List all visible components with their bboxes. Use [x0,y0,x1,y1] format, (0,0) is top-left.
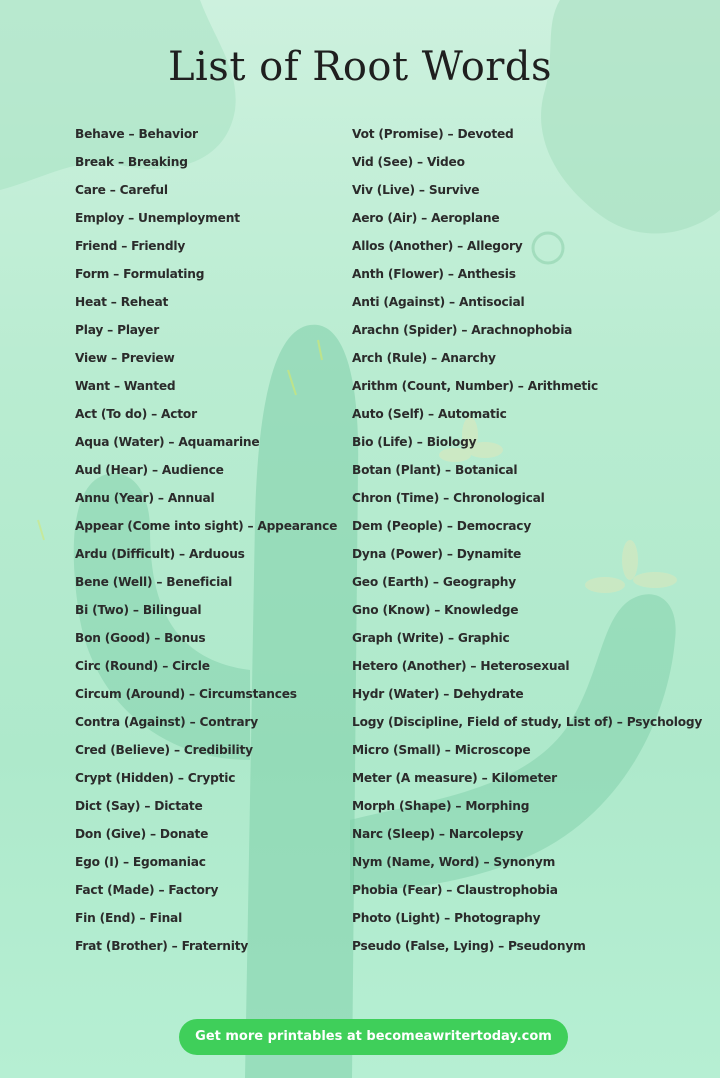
list-item: Bi (Two) – Bilingual [75,603,202,617]
list-item: Gno (Know) – Knowledge [352,603,519,617]
list-item: Play – Player [75,323,160,337]
list-item: Ego (I) – Egomaniac [75,855,206,869]
list-item: Nym (Name, Word) – Synonym [352,855,556,869]
list-item: Bene (Well) – Beneficial [75,575,233,589]
list-item: Dem (People) – Democracy [352,519,532,533]
list-item: Meter (A measure) – Kilometer [352,771,557,785]
list-item: Photo (Light) – Photography [352,911,541,925]
list-item: Don (Give) – Donate [75,827,209,841]
list-item: Annu (Year) – Annual [75,491,215,505]
list-item: Break – Breaking [75,155,188,169]
root-words-left-column [75,120,345,960]
list-item: Anti (Against) – Antisocial [352,295,525,309]
list-item: Morph (Shape) – Morphing [352,799,530,813]
list-item: Contra (Against) – Contrary [75,715,258,729]
list-item: Bon (Good) – Bonus [75,631,206,645]
list-item: Graph (Write) – Graphic [352,631,510,645]
list-item: Friend – Friendly [75,239,186,253]
list-item: Micro (Small) – Microscope [352,743,531,757]
list-item: Phobia (Fear) – Claustrophobia [352,883,558,897]
list-item: Narc (Sleep) – Narcolepsy [352,827,524,841]
list-item: Appear (Come into sight) – Appearance [75,519,338,533]
list-item: Arch (Rule) – Anarchy [352,351,496,365]
cactus-highlight [38,520,44,540]
list-item: Hetero (Another) – Heterosexual [352,659,570,673]
list-item: Chron (Time) – Chronological [352,491,545,505]
list-item: Vid (See) – Video [352,155,465,169]
list-item: Circ (Round) – Circle [75,659,210,673]
printables-link-button[interactable]: Get more printables at becomeawritertoday.com [179,1019,568,1055]
list-item: Employ – Unemployment [75,211,240,225]
list-item: Arachn (Spider) – Arachnophobia [352,323,573,337]
list-item: Allos (Another) – Allegory [352,239,523,253]
list-item: Care – Careful [75,183,168,197]
list-item: Botan (Plant) – Botanical [352,463,518,477]
page-title: List of Root Words [167,44,553,90]
list-item: Aud (Hear) – Audience [75,463,224,477]
list-item: Heat – Reheat [75,295,169,309]
list-item: Vot (Promise) – Devoted [352,127,514,141]
list-item: View – Preview [75,351,175,365]
list-item: Behave – Behavior [75,127,198,141]
list-item: Bio (Life) – Biology [352,435,477,449]
list-item: Anth (Flower) – Anthesis [352,267,516,281]
list-item: Dyna (Power) – Dynamite [352,547,522,561]
list-item: Fin (End) – Final [75,911,183,925]
list-item: Aero (Air) – Aeroplane [352,211,500,225]
list-item: Dict (Say) – Dictate [75,799,203,813]
list-item: Viv (Live) – Survive [352,183,480,197]
list-item: Hydr (Water) – Dehydrate [352,687,524,701]
root-words-right-column [352,120,712,960]
list-item: Form – Formulating [75,267,205,281]
list-item: Circum (Around) – Circumstances [75,687,297,701]
list-item: Pseudo (False, Lying) – Pseudonym [352,939,586,953]
list-item: Crypt (Hidden) – Cryptic [75,771,236,785]
list-item: Frat (Brother) – Fraternity [75,939,249,953]
list-item: Act (To do) – Actor [75,407,197,421]
list-item: Geo (Earth) – Geography [352,575,517,589]
list-item: Arithm (Count, Number) – Arithmetic [352,379,599,393]
list-item: Fact (Made) – Factory [75,883,219,897]
list-item: Auto (Self) – Automatic [352,407,507,421]
list-item: Ardu (Difficult) – Arduous [75,547,245,561]
list-item: Cred (Believe) – Credibility [75,743,253,757]
list-item: Aqua (Water) – Aquamarine [75,435,260,449]
list-item: Logy (Discipline, Field of study, List of) – Psychology [352,715,703,729]
list-item: Want – Wanted [75,379,176,393]
